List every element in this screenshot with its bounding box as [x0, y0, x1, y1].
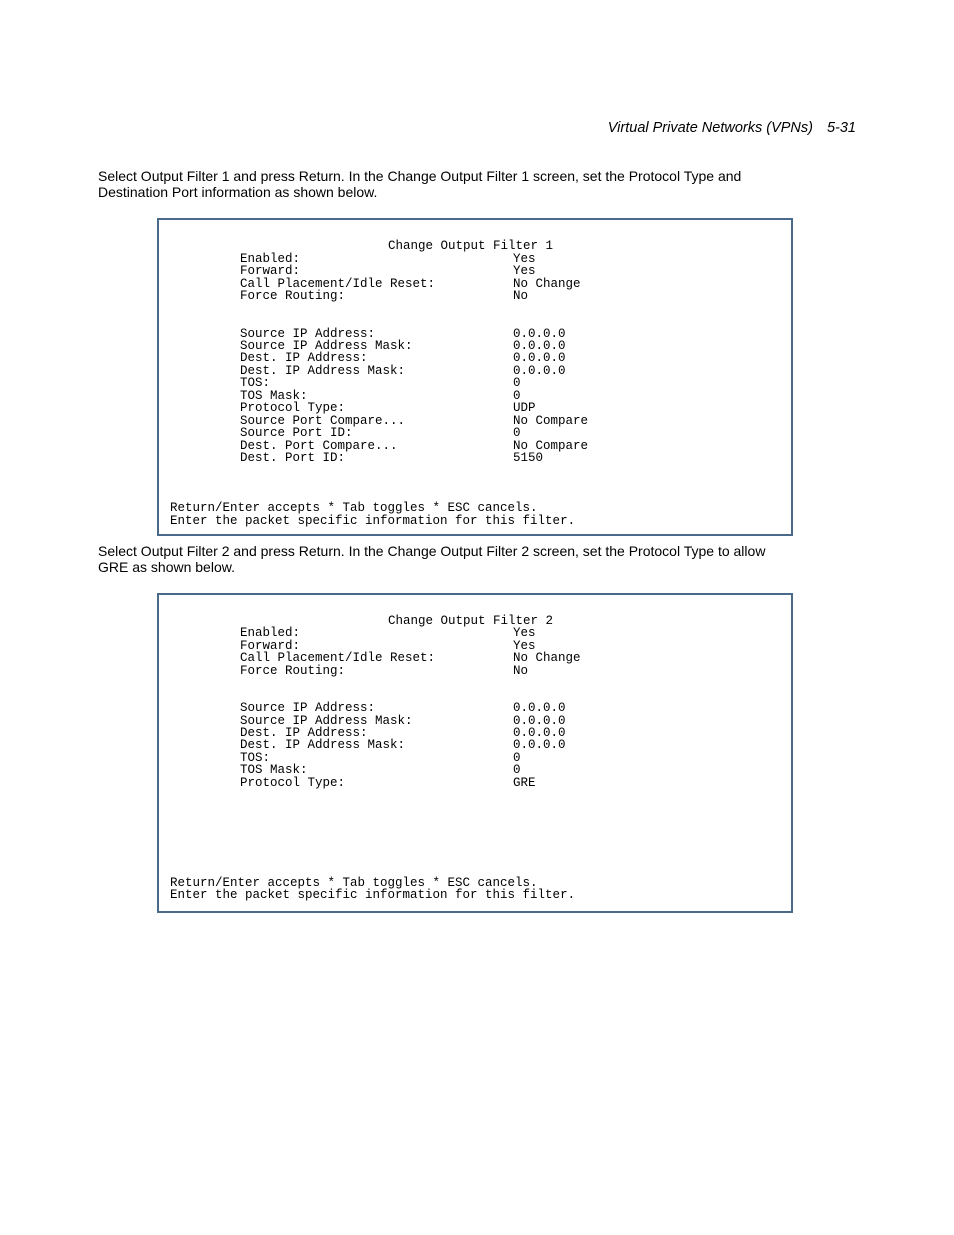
- terminal-screen-output-filter-2: [157, 593, 793, 913]
- field-label-source-ip-mask: Source IP Address Mask:: [240, 339, 413, 353]
- field-value-forward[interactable]: Yes: [513, 639, 536, 653]
- field-value-protocol-type[interactable]: UDP: [513, 401, 536, 415]
- field-value-force-routing[interactable]: No: [513, 664, 529, 678]
- field-label-dest-ip-mask: Dest. IP Address Mask:: [240, 738, 406, 752]
- field-label-tos: TOS:: [240, 751, 271, 765]
- field-value-source-ip[interactable]: 0.0.0.0: [513, 701, 566, 715]
- field-label-dest-ip: Dest. IP Address:: [240, 726, 368, 740]
- field-value-protocol-type[interactable]: GRE: [513, 776, 536, 790]
- field-label-source-ip: Source IP Address:: [240, 327, 376, 341]
- intro-paragraph-2: [98, 543, 843, 575]
- field-label-dest-ip-mask: Dest. IP Address Mask:: [240, 364, 406, 378]
- field-value-source-ip[interactable]: 0.0.0.0: [513, 327, 566, 341]
- field-value-tos-mask[interactable]: 0: [513, 389, 521, 403]
- intro-paragraph-1: [98, 168, 843, 200]
- paragraph-line: GRE as shown below.: [98, 559, 235, 575]
- field-label-enabled: Enabled:: [240, 252, 301, 266]
- field-label-protocol-type: Protocol Type:: [240, 776, 346, 790]
- field-label-source-ip-mask: Source IP Address Mask:: [240, 714, 413, 728]
- field-value-dest-ip[interactable]: 0.0.0.0: [513, 726, 566, 740]
- field-label-dest-ip: Dest. IP Address:: [240, 351, 368, 365]
- field-label-source-ip: Source IP Address:: [240, 701, 376, 715]
- paragraph-line: Destination Port information as shown below.: [98, 184, 378, 200]
- field-value-call-placement[interactable]: No Change: [513, 651, 581, 665]
- field-value-tos-mask[interactable]: 0: [513, 763, 521, 777]
- field-label-tos-mask: TOS Mask:: [240, 763, 308, 777]
- field-value-forward[interactable]: Yes: [513, 264, 536, 278]
- field-label-dest-port-compare: Dest. Port Compare...: [240, 439, 398, 453]
- field-label-forward: Forward:: [240, 639, 301, 653]
- field-value-force-routing[interactable]: No: [513, 289, 529, 303]
- screen-title: Change Output Filter 2: [388, 614, 554, 628]
- field-value-dest-ip-mask[interactable]: 0.0.0.0: [513, 738, 566, 752]
- field-label-call-placement: Call Placement/Idle Reset:: [240, 651, 436, 665]
- field-label-dest-port-id: Dest. Port ID:: [240, 451, 346, 465]
- field-value-call-placement[interactable]: No Change: [513, 277, 581, 291]
- field-label-force-routing: Force Routing:: [240, 664, 346, 678]
- page-number: 5-31: [826, 120, 856, 136]
- field-label-source-port-id: Source Port ID:: [240, 426, 353, 440]
- field-value-source-port-compare[interactable]: No Compare: [513, 414, 589, 428]
- field-label-forward: Forward:: [240, 264, 301, 278]
- field-label-tos: TOS:: [240, 376, 271, 390]
- field-value-enabled[interactable]: Yes: [513, 626, 536, 640]
- field-label-force-routing: Force Routing:: [240, 289, 346, 303]
- field-value-tos[interactable]: 0: [513, 751, 521, 765]
- field-label-protocol-type: Protocol Type:: [240, 401, 346, 415]
- field-label-source-port-compare: Source Port Compare...: [240, 414, 406, 428]
- field-value-source-ip-mask[interactable]: 0.0.0.0: [513, 714, 566, 728]
- field-label-call-placement: Call Placement/Idle Reset:: [240, 277, 436, 291]
- terminal-screen-output-filter-1: [157, 218, 793, 536]
- field-label-tos-mask: TOS Mask:: [240, 389, 308, 403]
- field-value-tos[interactable]: 0: [513, 376, 521, 390]
- field-value-source-port-id[interactable]: 0: [513, 426, 521, 440]
- field-value-dest-ip-mask[interactable]: 0.0.0.0: [513, 364, 566, 378]
- screen-footer-hint: Enter the packet specific information for this filter.: [170, 888, 576, 902]
- field-value-source-ip-mask[interactable]: 0.0.0.0: [513, 339, 566, 353]
- paragraph-line: Select Output Filter 1 and press Return. In the Change Output Filter 1 screen, set the Protocol Type and: [98, 168, 742, 184]
- field-value-dest-ip[interactable]: 0.0.0.0: [513, 351, 566, 365]
- screen-footer-keys: Return/Enter accepts * Tab toggles * ESC cancels.: [170, 876, 538, 890]
- section-title: Virtual Private Networks (VPNs): [607, 120, 813, 136]
- field-label-enabled: Enabled:: [240, 626, 301, 640]
- paragraph-line: Select Output Filter 2 and press Return. In the Change Output Filter 2 screen, set the Protocol Type to allow: [98, 543, 766, 559]
- screen-footer-hint: Enter the packet specific information for this filter.: [170, 514, 576, 528]
- field-value-dest-port-id[interactable]: 5150: [513, 451, 544, 465]
- field-value-enabled[interactable]: Yes: [513, 252, 536, 266]
- running-header: [608, 120, 856, 136]
- screen-title: Change Output Filter 1: [388, 239, 554, 253]
- screen-footer-keys: Return/Enter accepts * Tab toggles * ESC cancels.: [170, 501, 538, 515]
- field-value-dest-port-compare[interactable]: No Compare: [513, 439, 589, 453]
